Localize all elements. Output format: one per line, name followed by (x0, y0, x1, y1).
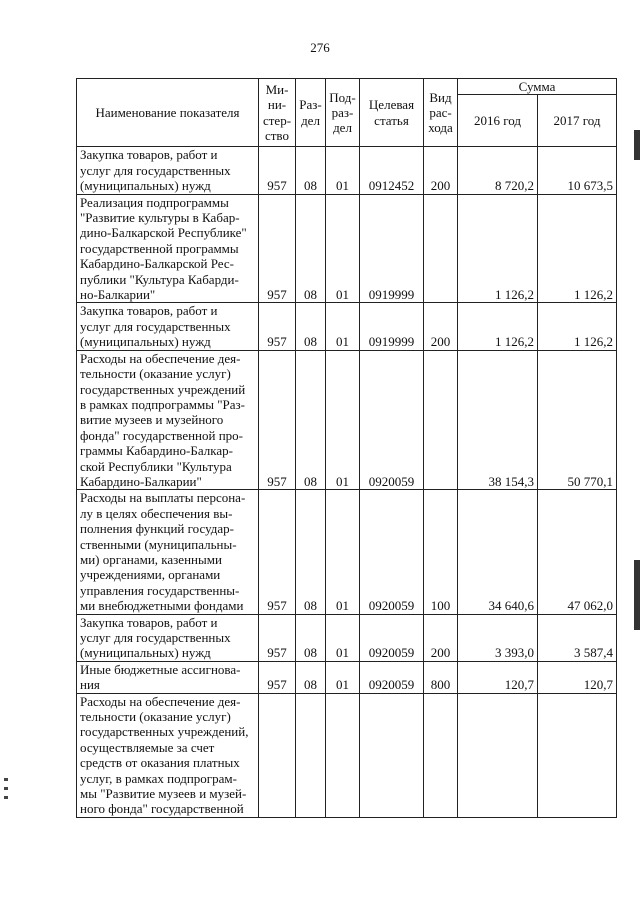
cell-target: 0919999 (360, 303, 424, 350)
name-line: мы "Развитие музеев и музей- (80, 786, 247, 802)
cell-sum-2016: 38 154,3 (458, 350, 538, 490)
cell-subsection: 01 (326, 350, 360, 490)
name-line: Расходы на выплаты персона- (80, 490, 246, 506)
cell-sum-2017: 120,7 (538, 661, 617, 693)
table-row (77, 693, 617, 817)
cell-target: 0920059 (360, 490, 424, 614)
cell-ministry: 957 (259, 194, 296, 303)
name-line: Закупка товаров, работ и (80, 147, 218, 163)
name-line: но-Балкарии" (80, 287, 156, 303)
cell-ministry: 957 (259, 614, 296, 661)
cell-sum-2017: 47 062,0 (538, 490, 617, 614)
name-line: ного фонда" государственной (80, 801, 244, 817)
page-number: 276 (310, 40, 330, 55)
cell-ministry (259, 693, 296, 817)
cell-expense-type: 100 (424, 490, 458, 614)
name-line: в рамках подпрограммы "Раз- (80, 396, 245, 412)
name-line: (муниципальных) нужд (80, 334, 211, 350)
name-line: публики "Культура Кабарди- (80, 271, 239, 287)
cell-sum-2017: 10 673,5 (538, 147, 617, 194)
name-line: государственных учреждений, (80, 724, 249, 740)
scan-margin-marks (2, 772, 10, 812)
name-line: ской Республики "Культура (80, 458, 232, 474)
name-line: (муниципальных) нужд (80, 178, 211, 194)
name-line: Реализация подпрограммы (80, 194, 229, 210)
cell-sum-2016 (458, 693, 538, 817)
header-section: Раз- дел (296, 79, 326, 147)
cell-subsection: 01 (326, 490, 360, 614)
name-line: услуг, в рамках подпрограм- (80, 770, 237, 786)
cell-target: 0920059 (360, 661, 424, 693)
name-line: Кабардино-Балкарской Рес- (80, 256, 234, 272)
name-line: осуществляемые за счет (80, 739, 215, 755)
name-line: тельности (оказание услуг) (80, 366, 231, 382)
cell-subsection (326, 693, 360, 817)
scan-edge-mark (634, 130, 640, 160)
cell-subsection: 01 (326, 614, 360, 661)
cell-sum-2016: 1 126,2 (458, 303, 538, 350)
name-line: (муниципальных) нужд (80, 645, 211, 661)
cell-expense-type (424, 194, 458, 303)
name-line: дино-Балкарской Республике" (80, 225, 247, 241)
cell-sum-2016: 3 393,0 (458, 614, 538, 661)
budget-table (76, 78, 617, 818)
cell-sum-2017 (538, 693, 617, 817)
name-line: "Развитие культуры в Кабар- (80, 210, 240, 226)
cell-section: 08 (296, 194, 326, 303)
header-sum: Сумма (458, 79, 617, 95)
cell-ministry: 957 (259, 661, 296, 693)
cell-subsection: 01 (326, 303, 360, 350)
cell-target: 0920059 (360, 350, 424, 490)
cell-sum-2017: 1 126,2 (538, 303, 617, 350)
name-line: услуг для государственных (80, 318, 231, 334)
cell-section: 08 (296, 303, 326, 350)
cell-sum-2016: 34 640,6 (458, 490, 538, 614)
name-line: Расходы на обеспечение дея- (80, 350, 241, 366)
header-year-2016: 2016 год (458, 95, 538, 147)
cell-indicator-name (77, 194, 259, 303)
cell-subsection: 01 (326, 194, 360, 303)
cell-ministry: 957 (259, 147, 296, 194)
cell-ministry: 957 (259, 303, 296, 350)
cell-expense-type: 200 (424, 303, 458, 350)
name-line: услуг для государственных (80, 162, 231, 178)
name-line: ственными (муниципальны- (80, 536, 237, 552)
name-line: Иные бюджетные ассигнова- (80, 661, 241, 677)
cell-sum-2017: 50 770,1 (538, 350, 617, 490)
name-line: учреждениями, органами (80, 567, 221, 583)
name-line: граммы Кабардино-Балкар- (80, 443, 233, 459)
cell-expense-type (424, 693, 458, 817)
name-line: фонда" государственной про- (80, 427, 244, 443)
name-line: управления государственны- (80, 582, 240, 598)
table-row (77, 661, 617, 693)
cell-section: 08 (296, 350, 326, 490)
scan-edge-mark (634, 560, 640, 630)
header-subsection: Под- раз- дел (326, 79, 360, 147)
cell-section: 08 (296, 614, 326, 661)
cell-sum-2016: 8 720,2 (458, 147, 538, 194)
cell-expense-type (424, 350, 458, 490)
name-line: ми) органами, казенными (80, 551, 222, 567)
name-line: ния (80, 677, 100, 693)
cell-ministry: 957 (259, 490, 296, 614)
name-line: Кабардино-Балкарии" (80, 473, 202, 489)
name-line: тельности (оказание услуг) (80, 709, 231, 725)
cell-section: 08 (296, 147, 326, 194)
cell-target: 0919999 (360, 194, 424, 303)
cell-sum-2016: 120,7 (458, 661, 538, 693)
cell-section: 08 (296, 661, 326, 693)
cell-indicator-name (77, 303, 259, 350)
header-expense-type: Вид рас- хода (424, 79, 458, 147)
cell-sum-2016: 1 126,2 (458, 194, 538, 303)
name-line: ми внебюджетными фондами (80, 598, 244, 614)
cell-section (296, 693, 326, 817)
header-year-2017: 2017 год (538, 95, 617, 147)
name-line: Закупка товаров, работ и (80, 303, 218, 319)
cell-indicator-name (77, 614, 259, 661)
name-line: лу в целях обеспечения вы- (80, 505, 233, 521)
cell-indicator-name (77, 661, 259, 693)
name-line: полнения функций государ- (80, 521, 234, 537)
cell-subsection: 01 (326, 147, 360, 194)
cell-target (360, 693, 424, 817)
name-line: Закупка товаров, работ и (80, 614, 218, 630)
cell-expense-type: 800 (424, 661, 458, 693)
cell-sum-2017: 1 126,2 (538, 194, 617, 303)
cell-indicator-name (77, 350, 259, 490)
table-row (77, 194, 617, 303)
table-row (77, 614, 617, 661)
cell-subsection: 01 (326, 661, 360, 693)
header-target: Целевая статья (360, 79, 424, 147)
table-row (77, 350, 617, 490)
table-row (77, 490, 617, 614)
name-line: государственной программы (80, 240, 239, 256)
header-ministry: Ми- ни- стер- ство (259, 79, 296, 147)
cell-section: 08 (296, 490, 326, 614)
name-line: средств от оказания платных (80, 755, 240, 771)
name-line: государственных учреждений (80, 381, 246, 397)
table-row (77, 147, 617, 194)
cell-indicator-name (77, 490, 259, 614)
cell-target: 0920059 (360, 614, 424, 661)
cell-indicator-name (77, 147, 259, 194)
cell-ministry: 957 (259, 350, 296, 490)
cell-expense-type: 200 (424, 614, 458, 661)
cell-indicator-name (77, 693, 259, 817)
header-name: Наименование показателя (77, 79, 259, 147)
name-line: Расходы на обеспечение дея- (80, 693, 241, 709)
table-row (77, 303, 617, 350)
name-line: услуг для государственных (80, 630, 231, 645)
cell-sum-2017: 3 587,4 (538, 614, 617, 661)
cell-expense-type: 200 (424, 147, 458, 194)
cell-target: 0912452 (360, 147, 424, 194)
name-line: витие музеев и музейного (80, 412, 224, 428)
